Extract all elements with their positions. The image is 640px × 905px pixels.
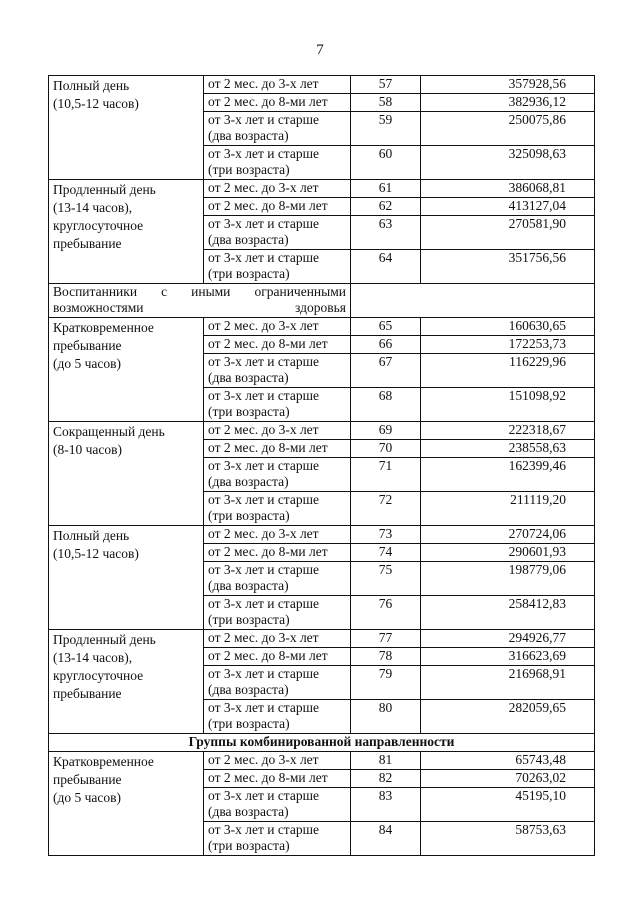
row-number-cell: 79	[351, 666, 421, 700]
row-number-cell: 76	[351, 596, 421, 630]
amount-cell: 325098,63	[421, 146, 595, 180]
row-number-cell: 65	[351, 318, 421, 336]
section-row-combined	[49, 734, 595, 752]
row-number-cell: 84	[351, 822, 421, 856]
row-number-cell: 60	[351, 146, 421, 180]
row-number-cell: 69	[351, 422, 421, 440]
empty-cell	[351, 284, 595, 318]
amount-cell: 270724,06	[421, 526, 595, 544]
age-group-cell: от 2 мес. до 3-х лет	[204, 180, 351, 198]
age-group-cell: от 3-х лет и старше (три возраста)	[204, 700, 351, 734]
age-group-cell: от 2 мес. до 8-ми лет	[204, 648, 351, 666]
row-number-cell: 67	[351, 354, 421, 388]
amount-cell: 382936,12	[421, 94, 595, 112]
amount-cell: 294926,77	[421, 630, 595, 648]
amount-cell: 282059,65	[421, 700, 595, 734]
row-number-cell: 78	[351, 648, 421, 666]
age-group-cell: от 2 мес. до 3-х лет	[204, 630, 351, 648]
amount-cell: 250075,86	[421, 112, 595, 146]
age-group-cell: от 2 мес. до 3-х лет	[204, 526, 351, 544]
age-group-cell: от 2 мес. до 3-х лет	[204, 422, 351, 440]
amount-cell: 316623,69	[421, 648, 595, 666]
row-number-cell: 59	[351, 112, 421, 146]
age-group-cell: от 3-х лет и старше (три возраста)	[204, 822, 351, 856]
category-cell: Продленный день (13-14 часов), круглосуточное пребывание	[49, 180, 204, 284]
amount-cell: 70263,02	[421, 770, 595, 788]
table-row	[49, 526, 595, 544]
row-number-cell: 72	[351, 492, 421, 526]
row-number-cell: 66	[351, 336, 421, 354]
age-group-cell: от 3-х лет и старше (два возраста)	[204, 216, 351, 250]
age-group-cell: от 2 мес. до 8-ми лет	[204, 336, 351, 354]
row-number-cell: 82	[351, 770, 421, 788]
amount-cell: 290601,93	[421, 544, 595, 562]
category-cell: Сокращенный день (8-10 часов)	[49, 422, 204, 526]
row-number-cell: 71	[351, 458, 421, 492]
amount-cell: 386068,81	[421, 180, 595, 198]
age-group-cell: от 2 мес. до 8-ми лет	[204, 94, 351, 112]
section-title-combined: Группы комбинированной направленности	[49, 734, 595, 752]
amount-cell: 258412,83	[421, 596, 595, 630]
category-cell: Полный день (10,5-12 часов)	[49, 526, 204, 630]
category-cell: Продленный день (13-14 часов), круглосуточное пребывание	[49, 630, 204, 734]
row-number-cell: 73	[351, 526, 421, 544]
tariff-table	[48, 75, 595, 856]
age-group-cell: от 2 мес. до 3-х лет	[204, 76, 351, 94]
category-cell: Кратковременное пребывание (до 5 часов)	[49, 752, 204, 856]
amount-cell: 211119,20	[421, 492, 595, 526]
row-number-cell: 61	[351, 180, 421, 198]
section-title-health: Воспитанники с иными ограниченными возможностями здоровья	[49, 284, 351, 318]
amount-cell: 160630,65	[421, 318, 595, 336]
age-group-cell: от 3-х лет и старше (два возраста)	[204, 354, 351, 388]
row-number-cell: 80	[351, 700, 421, 734]
amount-cell: 351756,56	[421, 250, 595, 284]
row-number-cell: 57	[351, 76, 421, 94]
amount-cell: 116229,96	[421, 354, 595, 388]
row-number-cell: 83	[351, 788, 421, 822]
age-group-cell: от 2 мес. до 3-х лет	[204, 752, 351, 770]
table-row	[49, 76, 595, 94]
amount-cell: 413127,04	[421, 198, 595, 216]
table-row	[49, 752, 595, 770]
section-row-health	[49, 284, 595, 318]
age-group-cell: от 3-х лет и старше (два возраста)	[204, 666, 351, 700]
amount-cell: 151098,92	[421, 388, 595, 422]
age-group-cell: от 3-х лет и старше (три возраста)	[204, 596, 351, 630]
age-group-cell: от 2 мес. до 8-ми лет	[204, 198, 351, 216]
row-number-cell: 63	[351, 216, 421, 250]
amount-cell: 270581,90	[421, 216, 595, 250]
amount-cell: 45195,10	[421, 788, 595, 822]
amount-cell: 222318,67	[421, 422, 595, 440]
amount-cell: 172253,73	[421, 336, 595, 354]
table-row	[49, 422, 595, 440]
age-group-cell: от 2 мес. до 3-х лет	[204, 318, 351, 336]
age-group-cell: от 3-х лет и старше (три возраста)	[204, 492, 351, 526]
amount-cell: 65743,48	[421, 752, 595, 770]
category-cell: Полный день (10,5-12 часов)	[49, 76, 204, 180]
age-group-cell: от 3-х лет и старше (три возраста)	[204, 388, 351, 422]
row-number-cell: 58	[351, 94, 421, 112]
table-row	[49, 318, 595, 336]
age-group-cell: от 3-х лет и старше (два возраста)	[204, 458, 351, 492]
amount-cell: 162399,46	[421, 458, 595, 492]
table-row	[49, 180, 595, 198]
row-number-cell: 62	[351, 198, 421, 216]
amount-cell: 238558,63	[421, 440, 595, 458]
age-group-cell: от 3-х лет и старше (два возраста)	[204, 112, 351, 146]
amount-cell: 58753,63	[421, 822, 595, 856]
amount-cell: 357928,56	[421, 76, 595, 94]
age-group-cell: от 3-х лет и старше (три возраста)	[204, 250, 351, 284]
table-row	[49, 630, 595, 648]
row-number-cell: 70	[351, 440, 421, 458]
age-group-cell: от 3-х лет и старше (два возраста)	[204, 788, 351, 822]
row-number-cell: 68	[351, 388, 421, 422]
row-number-cell: 75	[351, 562, 421, 596]
row-number-cell: 81	[351, 752, 421, 770]
row-number-cell: 64	[351, 250, 421, 284]
page-number: 7	[316, 42, 324, 58]
amount-cell: 198779,06	[421, 562, 595, 596]
age-group-cell: от 3-х лет и старше (два возраста)	[204, 562, 351, 596]
age-group-cell: от 2 мес. до 8-ми лет	[204, 770, 351, 788]
amount-cell: 216968,91	[421, 666, 595, 700]
age-group-cell: от 2 мес. до 8-ми лет	[204, 544, 351, 562]
age-group-cell: от 3-х лет и старше (три возраста)	[204, 146, 351, 180]
row-number-cell: 74	[351, 544, 421, 562]
category-cell: Кратковременное пребывание (до 5 часов)	[49, 318, 204, 422]
row-number-cell: 77	[351, 630, 421, 648]
age-group-cell: от 2 мес. до 8-ми лет	[204, 440, 351, 458]
